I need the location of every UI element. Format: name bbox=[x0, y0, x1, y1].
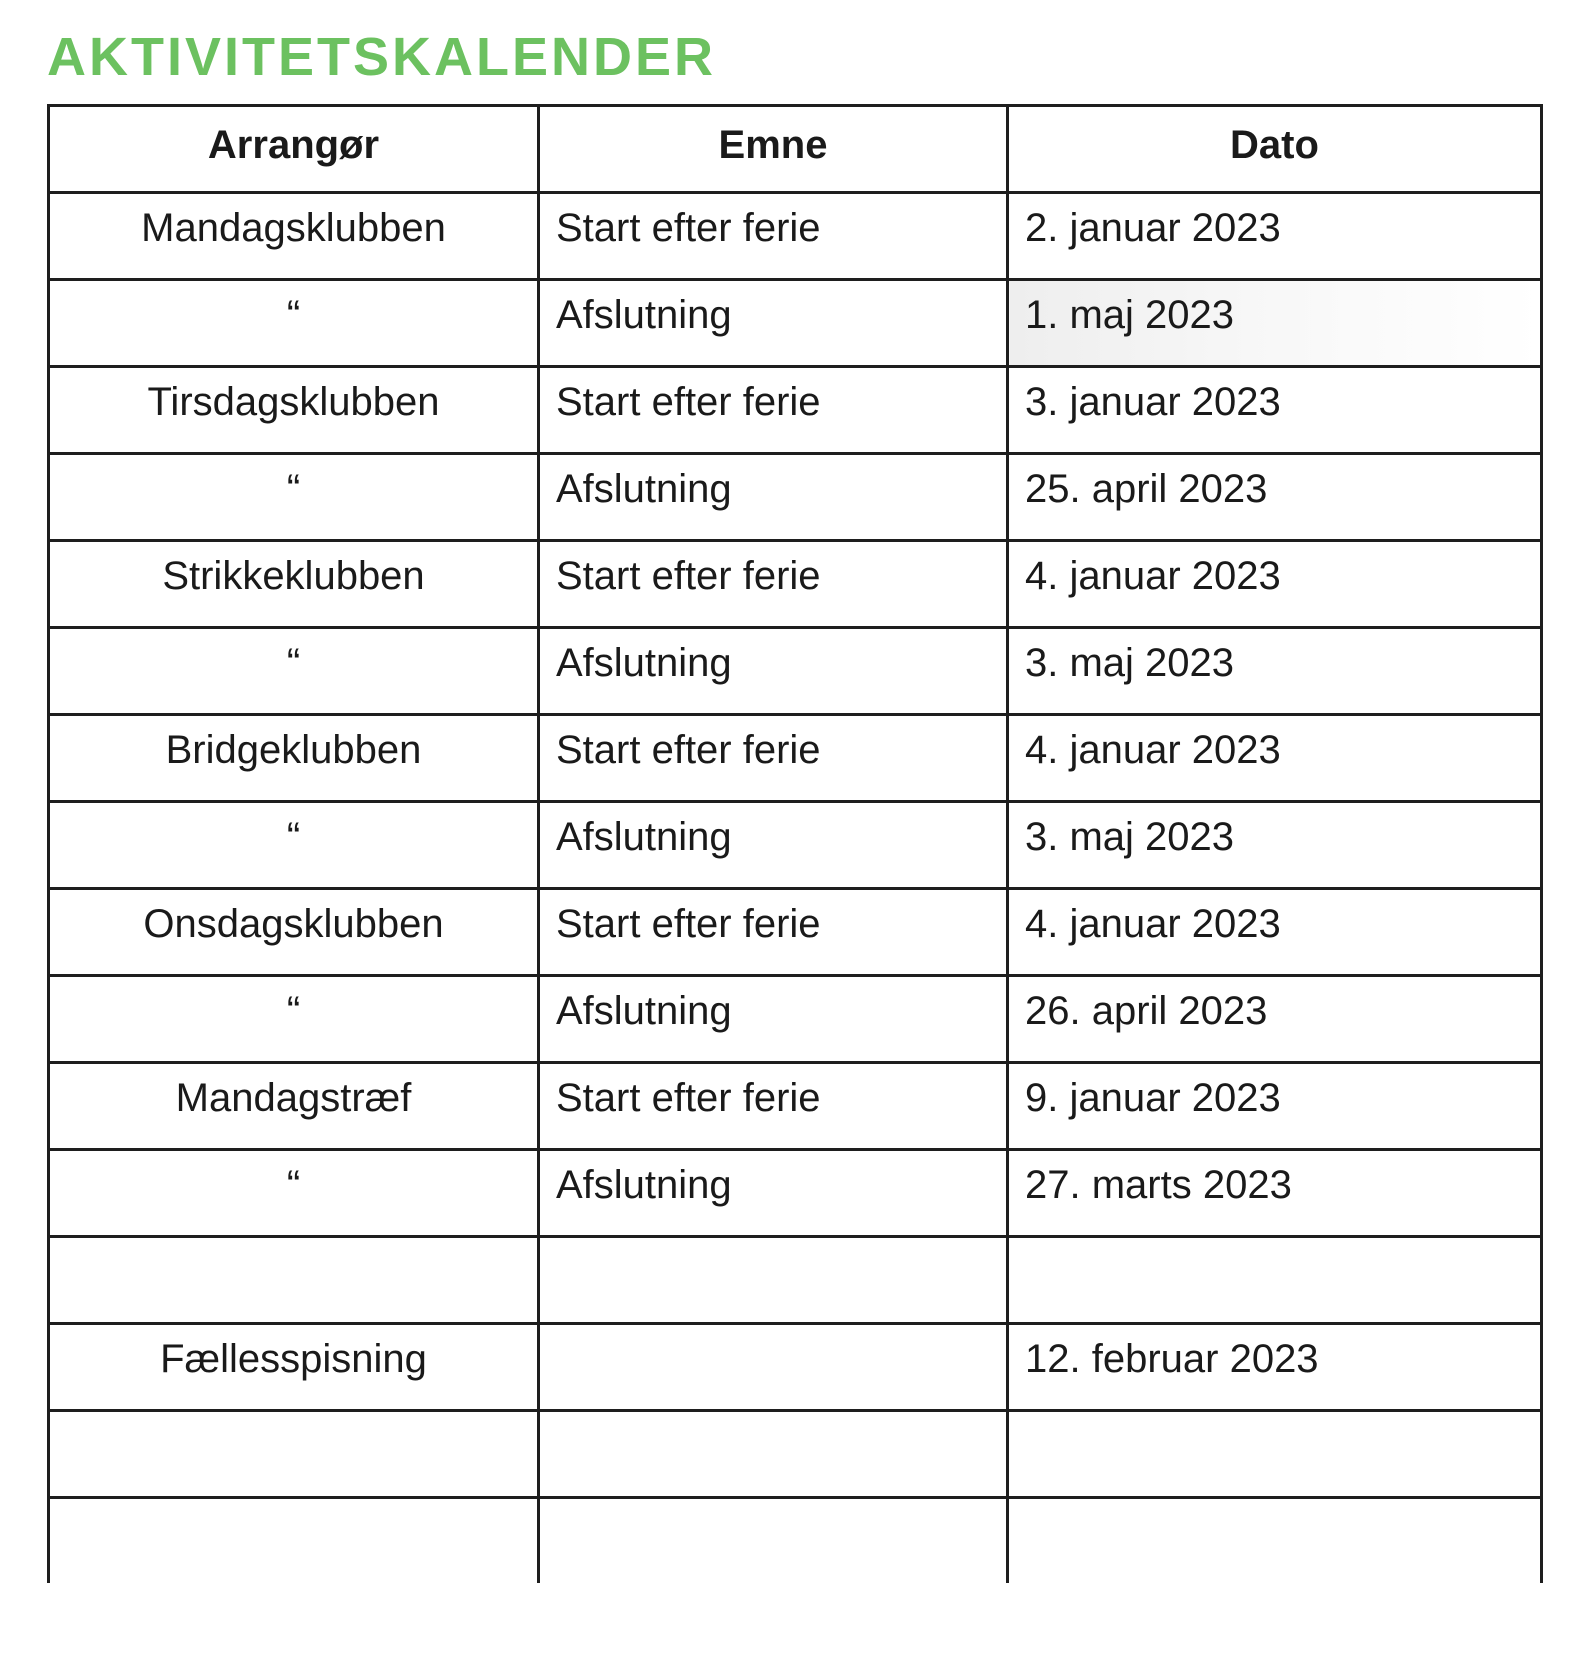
table-row bbox=[49, 1150, 1542, 1237]
cell-date bbox=[1008, 1498, 1542, 1584]
cell-date bbox=[1008, 1411, 1542, 1498]
cell-date: 3. januar 2023 bbox=[1008, 367, 1542, 454]
cell-topic: Afslutning bbox=[539, 280, 1008, 367]
table-row bbox=[49, 628, 1542, 715]
header-row bbox=[49, 106, 1542, 193]
cell-organizer: “ bbox=[49, 280, 539, 367]
header-organizer: Arrangør bbox=[49, 106, 539, 193]
cell-organizer bbox=[49, 1237, 539, 1324]
table-row bbox=[49, 802, 1542, 889]
cell-organizer: Strikkeklubben bbox=[49, 541, 539, 628]
table-header bbox=[49, 106, 1542, 193]
cell-date: 25. april 2023 bbox=[1008, 454, 1542, 541]
table-row bbox=[49, 1324, 1542, 1411]
cell-topic: Start efter ferie bbox=[539, 193, 1008, 280]
cell-topic: Start efter ferie bbox=[539, 367, 1008, 454]
table-row bbox=[49, 976, 1542, 1063]
cell-topic bbox=[539, 1324, 1008, 1411]
cell-topic: Afslutning bbox=[539, 802, 1008, 889]
cell-topic: Afslutning bbox=[539, 454, 1008, 541]
cell-topic bbox=[539, 1498, 1008, 1584]
cell-topic: Afslutning bbox=[539, 628, 1008, 715]
table-row bbox=[49, 1498, 1542, 1584]
cell-organizer: Mandagstræf bbox=[49, 1063, 539, 1150]
cell-topic: Afslutning bbox=[539, 976, 1008, 1063]
cell-organizer: “ bbox=[49, 802, 539, 889]
cell-date: 12. februar 2023 bbox=[1008, 1324, 1542, 1411]
table-row bbox=[49, 454, 1542, 541]
table-row bbox=[49, 280, 1542, 367]
cell-topic bbox=[539, 1411, 1008, 1498]
table-row bbox=[49, 1063, 1542, 1150]
cell-date: 2. januar 2023 bbox=[1008, 193, 1542, 280]
cell-date: 26. april 2023 bbox=[1008, 976, 1542, 1063]
cell-organizer bbox=[49, 1498, 539, 1584]
cell-organizer: “ bbox=[49, 628, 539, 715]
cell-topic: Afslutning bbox=[539, 1150, 1008, 1237]
cell-organizer: “ bbox=[49, 976, 539, 1063]
table-body bbox=[49, 193, 1542, 1584]
cell-topic: Start efter ferie bbox=[539, 541, 1008, 628]
cell-date: 9. januar 2023 bbox=[1008, 1063, 1542, 1150]
cell-date: 4. januar 2023 bbox=[1008, 541, 1542, 628]
table-row bbox=[49, 1411, 1542, 1498]
cell-date: 27. marts 2023 bbox=[1008, 1150, 1542, 1237]
cell-date bbox=[1008, 1237, 1542, 1324]
table-row bbox=[49, 367, 1542, 454]
cell-organizer: “ bbox=[49, 1150, 539, 1237]
table-row bbox=[49, 193, 1542, 280]
cell-date: 3. maj 2023 bbox=[1008, 628, 1542, 715]
table-row bbox=[49, 889, 1542, 976]
cell-organizer: “ bbox=[49, 454, 539, 541]
cell-date: 3. maj 2023 bbox=[1008, 802, 1542, 889]
cell-date: 1. maj 2023 bbox=[1008, 280, 1542, 367]
cell-topic: Start efter ferie bbox=[539, 1063, 1008, 1150]
cell-date: 4. januar 2023 bbox=[1008, 889, 1542, 976]
cell-topic bbox=[539, 1237, 1008, 1324]
cell-date: 4. januar 2023 bbox=[1008, 715, 1542, 802]
header-topic: Emne bbox=[539, 106, 1008, 193]
cell-organizer bbox=[49, 1411, 539, 1498]
cell-organizer: Fællesspisning bbox=[49, 1324, 539, 1411]
cell-topic: Start efter ferie bbox=[539, 889, 1008, 976]
activity-calendar-table bbox=[47, 104, 1543, 1583]
page-title: AKTIVITETSKALENDER bbox=[47, 27, 717, 87]
cell-topic: Start efter ferie bbox=[539, 715, 1008, 802]
cell-organizer: Bridgeklubben bbox=[49, 715, 539, 802]
cell-organizer: Tirsdagsklubben bbox=[49, 367, 539, 454]
cell-organizer: Onsdagsklubben bbox=[49, 889, 539, 976]
table-row bbox=[49, 541, 1542, 628]
table-row bbox=[49, 1237, 1542, 1324]
table-row bbox=[49, 715, 1542, 802]
header-date: Dato bbox=[1008, 106, 1542, 193]
cell-organizer: Mandagsklubben bbox=[49, 193, 539, 280]
